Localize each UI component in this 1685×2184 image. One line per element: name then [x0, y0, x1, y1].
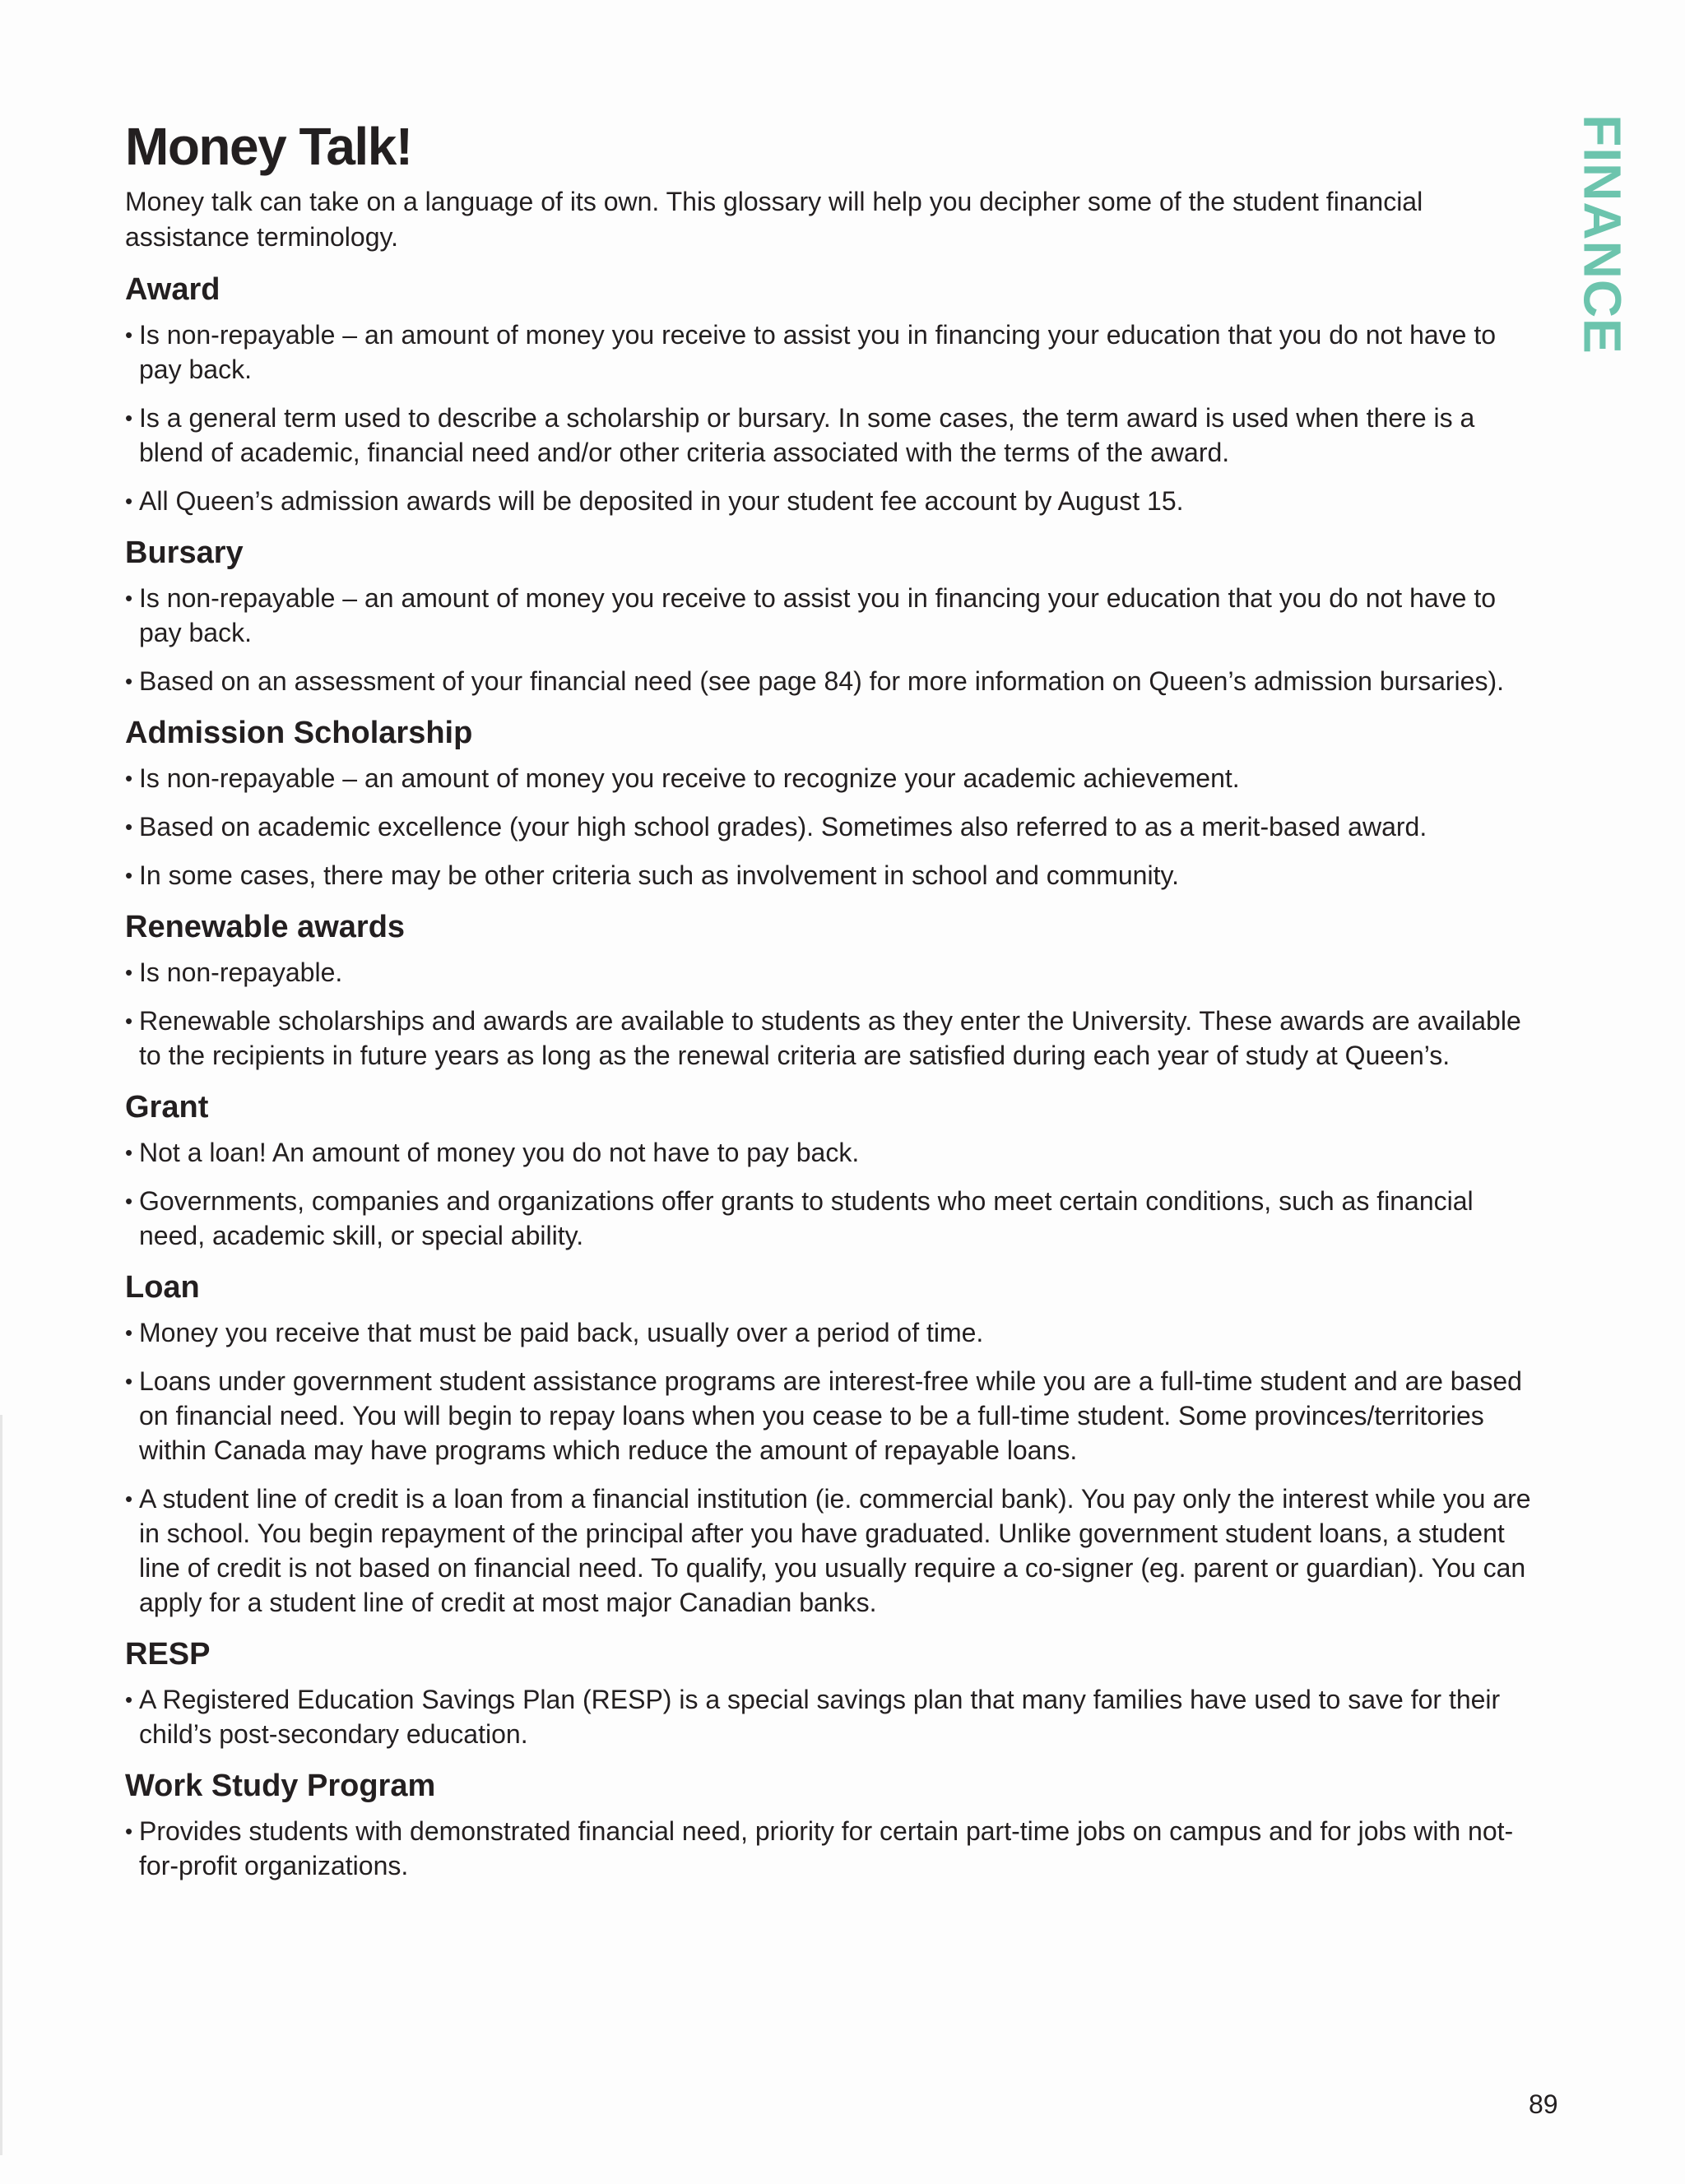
page-number: 89	[1529, 2089, 1558, 2119]
section-tab	[1573, 114, 1632, 355]
page-title: Money Talk!	[125, 117, 412, 176]
definition-item: • Is non-repayable – an amount of money you receive to assist you in financing your education that you do not have to pay back.	[125, 318, 1538, 387]
definition-item: • A student line of credit is a loan from a financial institution (ie. commercial bank). You pay only the interest while you are in school. You begin repayment of the principal after you have graduated. Unlike government student loans, a student line of credit is not based on financial need. To qualify, you usually require a co-signer (eg. parent or guardian). You can apply for a student line of credit at most major Canadian banks.	[125, 1482, 1538, 1620]
definition-list	[125, 1315, 1531, 1620]
definition-list	[125, 318, 1524, 518]
glossary-term: Loan	[125, 1270, 200, 1305]
glossary-term: Grant	[125, 1090, 209, 1124]
definition-item: • Governments, companies and organizations offer grants to students who meet certain conditions, such as financial need, academic skill, or special ability.	[125, 1184, 1538, 1253]
glossary-section-resp	[125, 1635, 1524, 1751]
definition-item: • All Queen’s admission awards will be deposited in your student fee account by August 15.	[125, 484, 1538, 518]
definition-item: • Based on an assessment of your financial need (see page 84) for more information on Queen’s admission bursaries).	[125, 664, 1538, 698]
definition-item: • A Registered Education Savings Plan (RESP) is a special savings plan that many families have used to save for their child’s post-secondary education.	[125, 1682, 1538, 1751]
definition-list	[125, 955, 1524, 1073]
definition-list	[125, 761, 1524, 893]
definition-item: • Based on academic excellence (your high school grades). Sometimes also referred to as a merit-based award.	[125, 809, 1538, 844]
glossary-term: Renewable awards	[125, 910, 406, 944]
glossary-term: RESP	[125, 1637, 211, 1672]
definition-item: • Is non-repayable.	[125, 955, 1538, 990]
definition-item: • Loans under government student assistance programs are interest-free while you are a full-time student and are based on financial need. You will begin to repay loans when you cease to be a full-time student. Some provinces/territories within Canada may have programs which reduce the amount of repayable loans.	[125, 1364, 1538, 1468]
glossary-section-bursary	[125, 533, 1524, 698]
glossary-section-renewable-awards	[125, 907, 1524, 1073]
definition-item: • Renewable scholarships and awards are available to students as they enter the University. These awards are available to the recipients in future years as long as the renewal criteria are satisfied during each year of study at Queen’s.	[125, 1004, 1538, 1073]
definition-item: • Is non-repayable – an amount of money you receive to recognize your academic achievement.	[125, 761, 1538, 795]
glossary-term: Admission Scholarship	[125, 716, 473, 750]
definition-list	[125, 581, 1524, 698]
definition-item: • Is non-repayable – an amount of money you receive to assist you in financing your education that you do not have to pay back.	[125, 581, 1538, 650]
glossary-section-admission-scholarship	[125, 713, 1524, 893]
glossary-section-grant	[125, 1087, 1524, 1253]
definition-item: • Is a general term used to describe a scholarship or bursary. In some cases, the term award is used when there is a blend of academic, financial need and/or other criteria associated with the terms of the award.	[125, 401, 1538, 470]
glossary-section-loan	[125, 1268, 1531, 1620]
glossary-term: Work Study Program	[125, 1769, 436, 1803]
definition-item: • Money you receive that must be paid back, usually over a period of time.	[125, 1315, 1538, 1350]
page-edge-mark	[0, 1415, 2, 2155]
definition-item: • Provides students with demonstrated financial need, priority for certain part-time jobs on campus and for jobs with not-for-profit organizations.	[125, 1814, 1538, 1883]
intro-paragraph: Money talk can take on a language of its own. This glossary will help you decipher some of the student financial assistance terminology.	[125, 187, 1423, 252]
glossary-section-award	[125, 270, 1524, 518]
definition-list	[125, 1682, 1524, 1751]
glossary-term: Bursary	[125, 536, 244, 570]
definition-list	[125, 1814, 1524, 1883]
glossary-term: Award	[125, 272, 220, 307]
document-body	[125, 115, 1531, 1883]
definition-item: • Not a loan! An amount of money you do not have to pay back.	[125, 1135, 1538, 1170]
definition-item: • In some cases, there may be other criteria such as involvement in school and community.	[125, 858, 1538, 893]
section-tab-label: FINANCE	[1573, 114, 1632, 355]
definition-list	[125, 1135, 1524, 1253]
glossary-section-work-study	[125, 1766, 1524, 1883]
